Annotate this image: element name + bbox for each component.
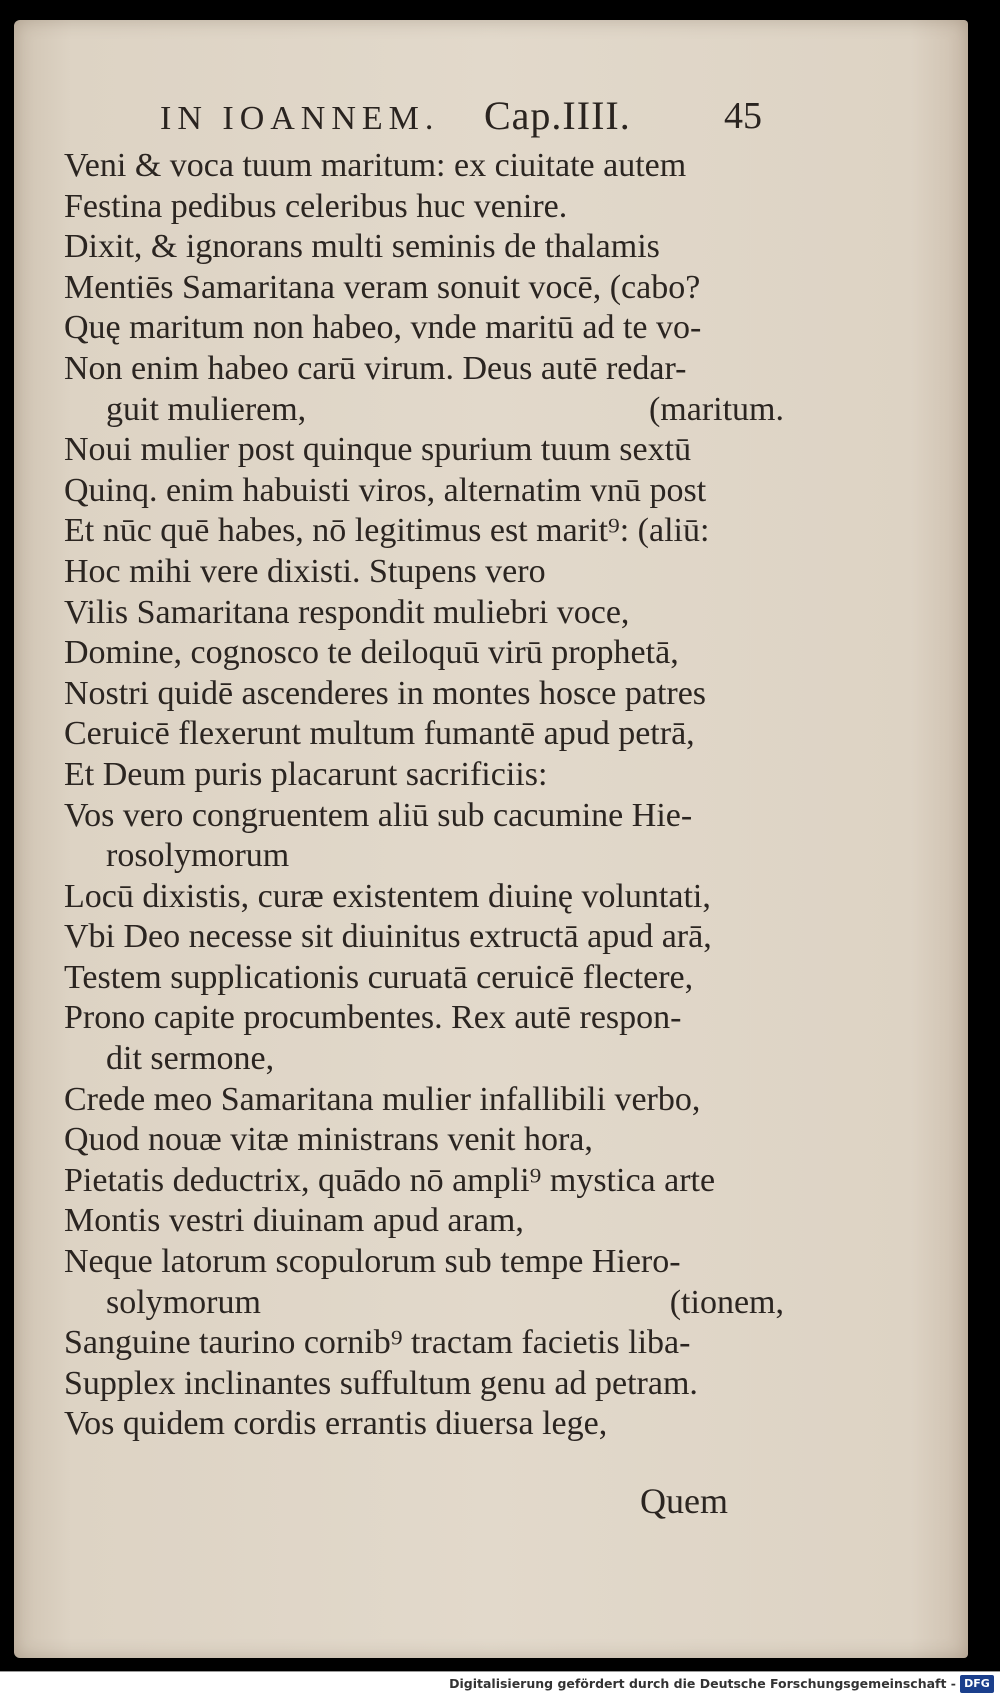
text-line — [64, 1364, 784, 1405]
text-line — [64, 1080, 784, 1121]
text-line-content: Crede meo Samaritana mulier infallibili verbo, — [64, 1080, 701, 1118]
text-line — [64, 227, 784, 268]
text-line — [64, 674, 784, 715]
text-line — [64, 836, 784, 877]
text-line-content: Noui mulier post quinque spurium tuum sextū — [64, 431, 692, 469]
running-head — [144, 82, 784, 142]
text-line-content: Domine, cognosco te deiloquū virū prophetā, — [64, 634, 679, 672]
text-line — [64, 511, 784, 552]
text-line — [64, 998, 784, 1039]
text-line-content: Prono capite procumbentes. Rex autē respon- — [64, 999, 682, 1037]
book-page — [14, 20, 968, 1658]
text-line — [64, 1242, 784, 1283]
text-line-content: Hoc mihi vere dixisti. Stupens vero — [64, 552, 546, 590]
text-line — [64, 796, 784, 837]
text-line — [64, 917, 784, 958]
chapter-label: Cap.IIII. — [484, 93, 631, 138]
text-line-content: Vilis Samaritana respondit muliebri voce, — [64, 593, 630, 631]
text-line-content: Vos vero congruentem aliū sub cacumine Hie- — [64, 796, 693, 834]
text-line-content: Locū dixistis, curæ existentem diuinę voluntati, — [64, 877, 711, 915]
text-line — [64, 1323, 784, 1364]
text-line-content: Vbi Deo necesse sit diuinitus extructā apud arā, — [64, 918, 712, 956]
text-line — [64, 958, 784, 999]
text-line-content: guit mulierem, — [106, 390, 307, 428]
text-line — [64, 430, 784, 471]
text-line-content: Veni & voca tuum maritum: ex ciuitate autem — [64, 147, 687, 184]
text-line-content: Quinq. enim habuisti viros, alternatim vnū post — [64, 471, 707, 509]
text-line-content: Quę maritum non habeo, vnde maritū ad te vo- — [64, 309, 702, 347]
text-line — [64, 1283, 784, 1324]
text-line — [64, 877, 784, 918]
text-line — [64, 1039, 784, 1080]
text-line-content: Non enim habeo carū virum. Deus autē redar- — [64, 349, 687, 387]
text-line-content: Quod nouæ vitæ ministrans venit hora, — [64, 1121, 593, 1159]
funding-credit: Digitalisierung gefördert durch die Deutsche Forschungsgemeinschaft - — [449, 1676, 956, 1691]
text-line-content: Nostri quidē ascenderes in montes hosce patres — [64, 674, 707, 712]
text-line — [64, 633, 784, 674]
text-line — [64, 755, 784, 796]
dfg-logo: DFG — [960, 1675, 994, 1693]
text-line — [64, 593, 784, 634]
text-line — [64, 390, 784, 431]
turnover-fragment: (tionem, — [669, 1283, 784, 1321]
running-title: IN IOANNEM. — [160, 100, 440, 137]
page-number: 45 — [724, 95, 762, 137]
text-line-content: Ceruicē flexerunt multum fumantē apud petrā, — [64, 715, 695, 753]
text-line-content: Festina pedibus celeribus huc venire. — [64, 187, 568, 225]
text-line — [64, 1161, 784, 1202]
text-line — [64, 714, 784, 755]
text-line-content: Et nūc quē habes, nō legitimus est marit⁹: (aliū: — [64, 512, 710, 550]
text-line — [64, 1201, 784, 1242]
text-line-content: Neque latorum scopulorum sub tempe Hiero- — [64, 1243, 681, 1281]
text-line-content: Supplex inclinantes suffultum genu ad petram. — [64, 1364, 698, 1402]
text-line-content: rosolymorum — [106, 837, 290, 875]
text-line-content: Testem supplicationis curuatā ceruicē flectere, — [64, 958, 694, 996]
text-line — [64, 349, 784, 390]
turnover-fragment: (maritum. — [648, 390, 784, 428]
text-line-content: Dixit, & ignorans multi seminis de thalamis — [64, 228, 660, 266]
text-line-content: Mentiēs Samaritana veram sonuit vocē, (cabo? — [64, 268, 701, 306]
text-line-content: Sanguine taurino cornib⁹ tractam facietis liba- — [64, 1324, 691, 1362]
text-line — [64, 268, 784, 309]
text-line — [64, 552, 784, 593]
text-line — [64, 146, 784, 187]
text-line — [64, 1120, 784, 1161]
text-line-content: Et Deum puris placarunt sacrificiis: — [64, 755, 548, 793]
verse-text-block — [64, 146, 784, 1445]
text-line-content: Vos quidem cordis errantis diuersa lege, — [64, 1405, 608, 1443]
text-line — [64, 308, 784, 349]
text-line — [64, 187, 784, 228]
text-line — [64, 1404, 784, 1445]
text-line-content: solymorum — [106, 1283, 261, 1321]
footer-bar — [0, 1671, 1000, 1698]
catchword: Quem — [640, 1481, 728, 1521]
text-line-content: Pietatis deductrix, quādo nō ampli⁹ mystica arte — [64, 1161, 716, 1199]
text-line — [64, 471, 784, 512]
text-line-content: Montis vestri diuinam apud aram, — [64, 1202, 524, 1240]
text-line-content: dit sermone, — [106, 1040, 275, 1078]
